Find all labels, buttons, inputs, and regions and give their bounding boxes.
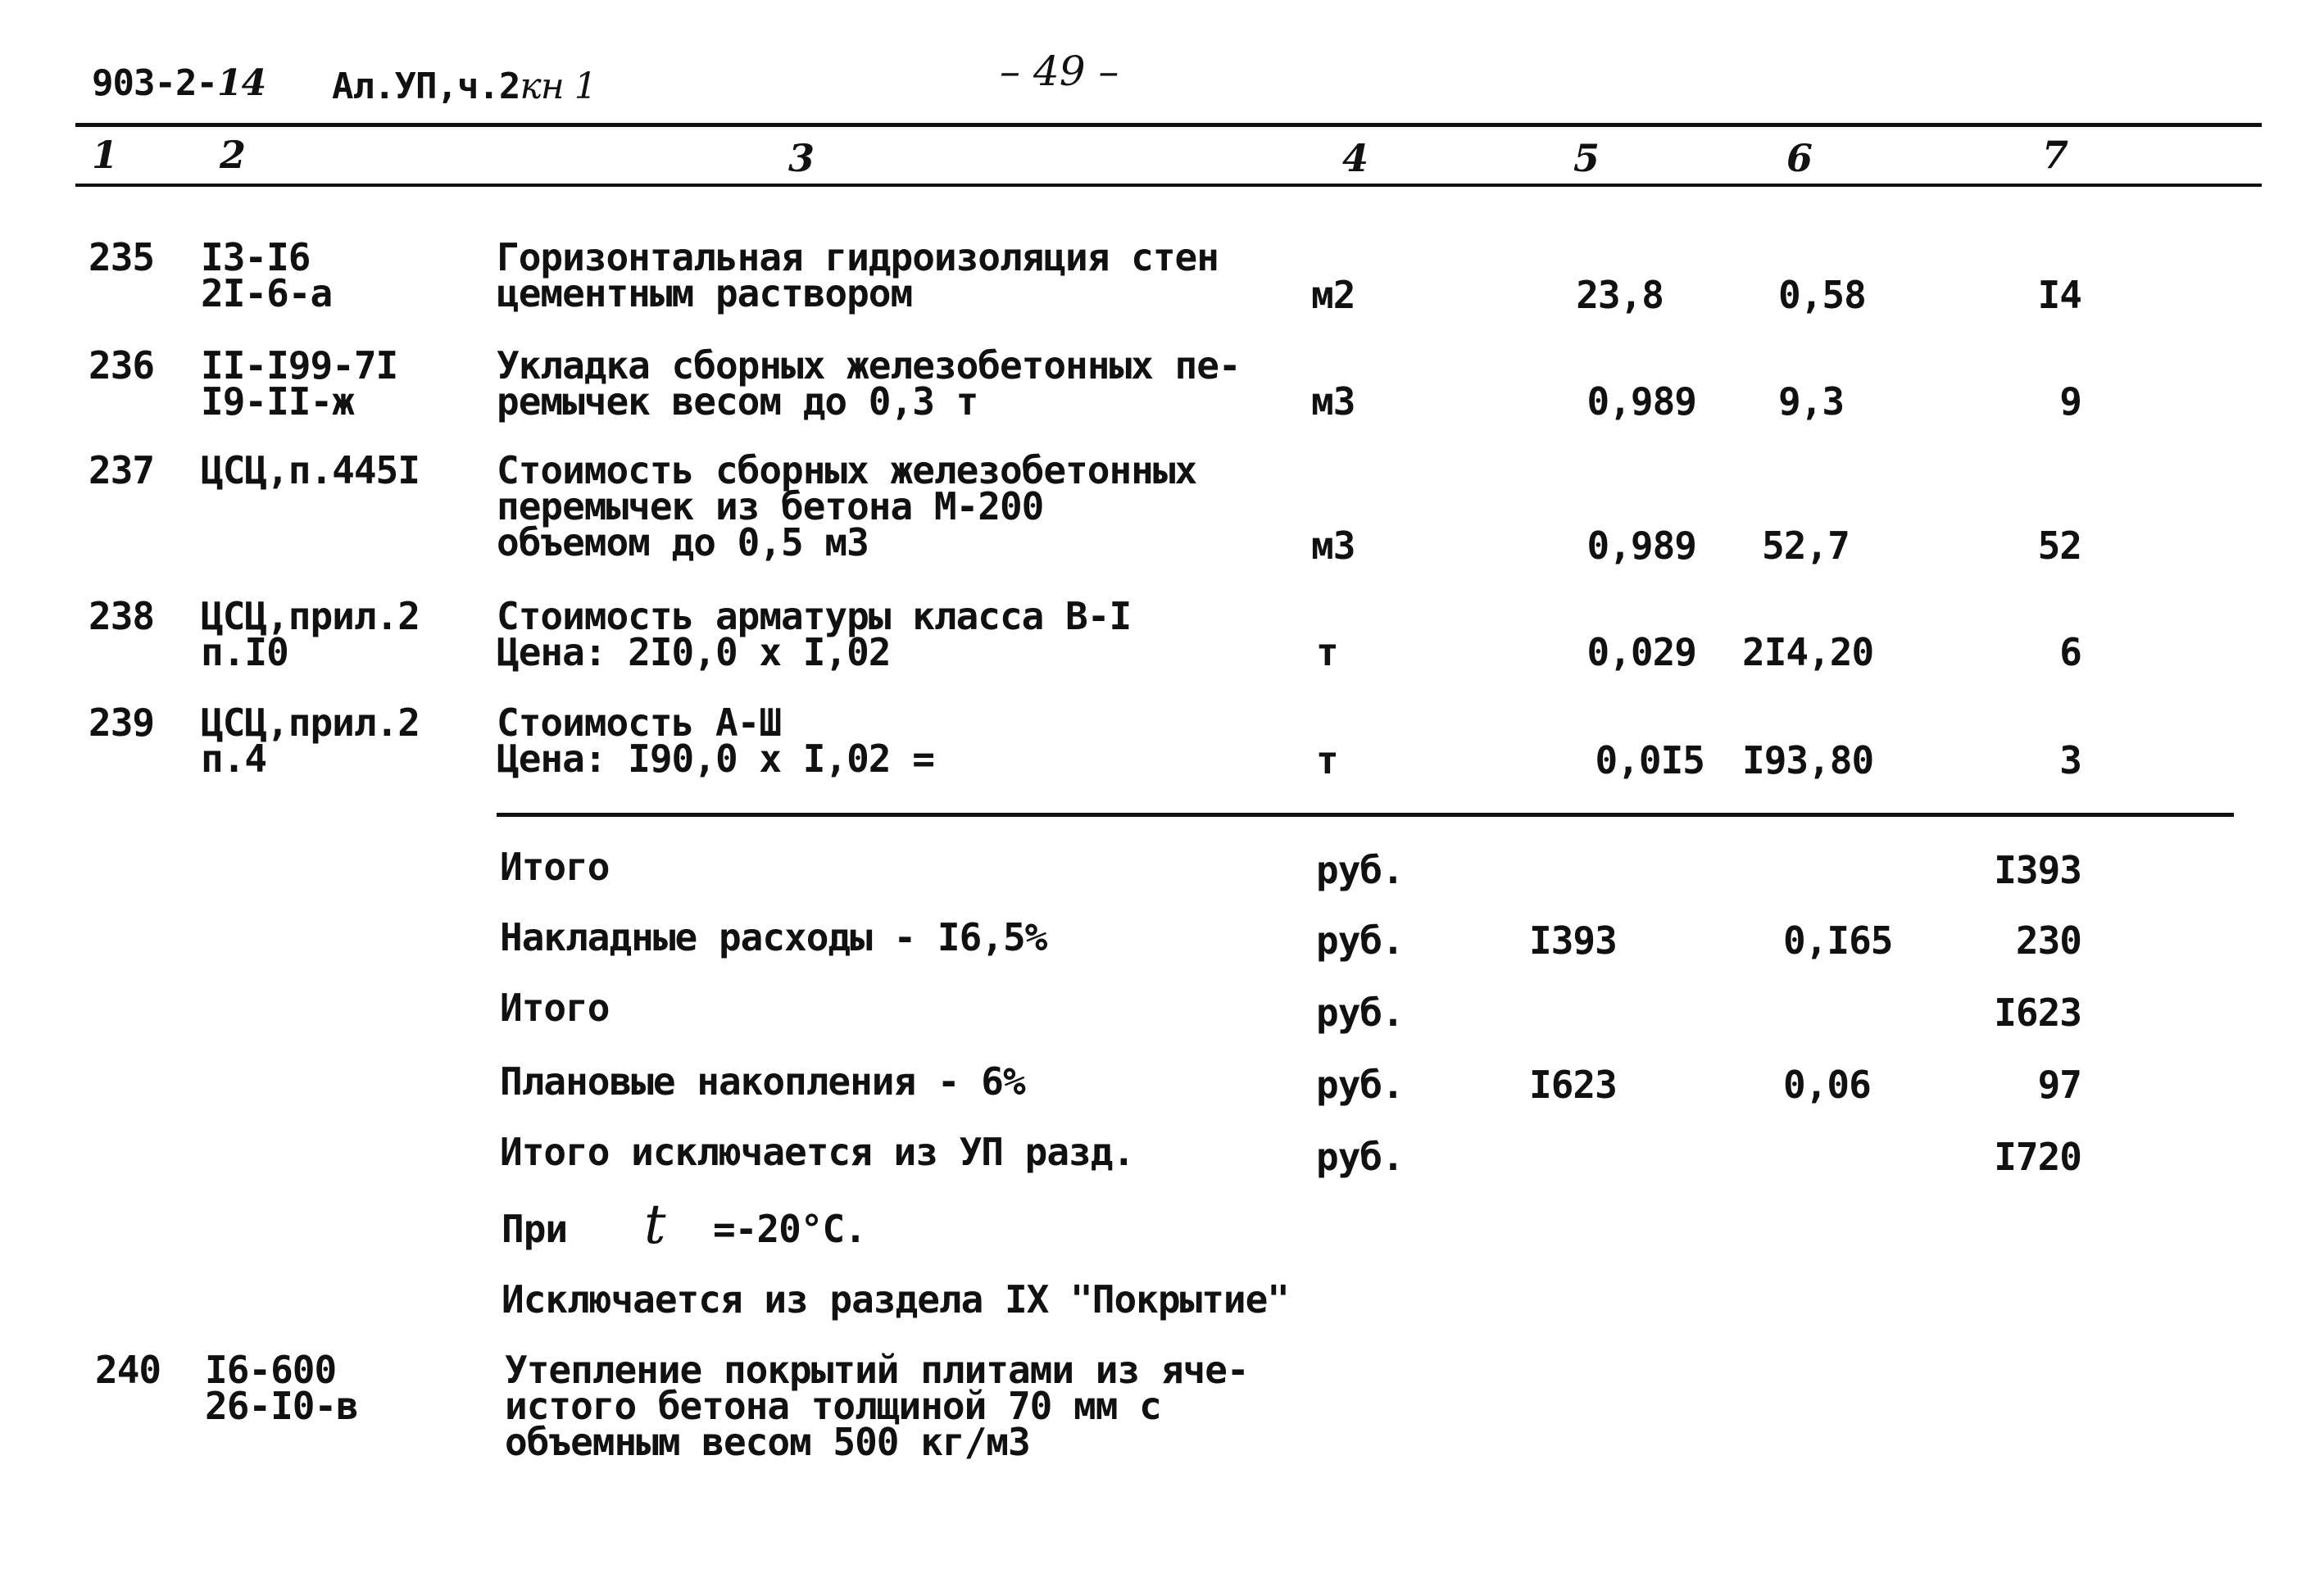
row-description [497, 448, 1197, 565]
description-line: Стоимость сборных железобетонных [497, 448, 1197, 492]
album-ref [332, 66, 597, 107]
code-line: I6-600 [205, 1348, 337, 1392]
row-total: 52 [2037, 524, 2081, 568]
row-description [497, 343, 1241, 424]
row-description [497, 594, 1132, 674]
column-header: 4 [1342, 136, 1369, 180]
description-line: Стоимость А-Ш [497, 701, 782, 745]
code-line: 2I-6-а [201, 271, 333, 315]
row-number: 236 [89, 343, 155, 388]
description-line: Укладка сборных железобетонных пе- [497, 343, 1241, 388]
column-header: 3 [788, 136, 815, 180]
description-line: Горизонтальная гидроизоляция стен [497, 235, 1219, 279]
summary-base: I393 [1529, 918, 1617, 963]
column-header: 6 [1786, 136, 1813, 180]
row-number: 237 [89, 448, 155, 492]
row-quantity: 23,8 [1576, 273, 1664, 317]
temperature-symbol: t [644, 1193, 666, 1256]
description-line: цементным раствором [497, 271, 913, 315]
summary-rate: 0,I65 [1783, 918, 1893, 963]
description-line: истого бетона толщиной 70 мм с [505, 1384, 1161, 1428]
summary-total: I623 [1994, 991, 2081, 1035]
code-line: I3-I6 [201, 235, 311, 279]
row-unit: т [1316, 738, 1338, 782]
summary-label: Плановые накопления - 6% [500, 1059, 1025, 1104]
code-line: I9-II-ж [201, 379, 354, 424]
summary-label: Итого [500, 986, 610, 1030]
summary-total: 97 [2037, 1063, 2081, 1107]
row-quantity: 0,029 [1586, 630, 1696, 674]
row-number: 240 [95, 1348, 161, 1392]
row-unit-price: 2I4,20 [1742, 630, 1874, 674]
row-unit: м3 [1311, 379, 1355, 424]
row-unit-price: 0,58 [1778, 273, 1866, 317]
row-unit: м3 [1311, 524, 1355, 568]
summary-total: I720 [1994, 1135, 2081, 1179]
code-line: ЦСЦ,п.445I [201, 448, 420, 492]
summary-label: Итого исключается из УП разд. [500, 1130, 1135, 1174]
row-code [201, 701, 420, 781]
summary-rule [497, 813, 2234, 817]
column-header: 7 [2042, 133, 2069, 177]
summary-rate: 0,06 [1783, 1063, 1871, 1107]
column-header: 5 [1573, 136, 1600, 180]
row-total: I4 [2037, 273, 2081, 317]
code-line: 26-I0-в [205, 1384, 358, 1428]
code-line: п.I0 [201, 630, 288, 674]
row-unit-price: 9,3 [1778, 379, 1845, 424]
row-description [505, 1348, 1249, 1464]
summary-unit: руб. [1316, 918, 1404, 963]
row-total: 6 [2059, 630, 2081, 674]
temperature-value: =-20°С. [713, 1207, 866, 1251]
description-line: ремычек весом до 0,3 т [497, 379, 978, 424]
summary-unit: руб. [1316, 848, 1404, 892]
summary-total: 230 [2015, 918, 2081, 963]
row-unit: т [1316, 630, 1338, 674]
code-line: ЦСЦ,прил.2 [201, 594, 420, 638]
row-code [201, 594, 420, 674]
row-code [201, 235, 333, 315]
description-line: перемычек из бетона М-200 [497, 484, 1044, 528]
row-unit: м2 [1311, 273, 1355, 317]
description-line: Утепление покрытий плитами из яче- [505, 1348, 1249, 1392]
row-unit-price: 52,7 [1762, 524, 1850, 568]
doc-code-typed: 903-2- [92, 62, 217, 104]
header-top-rule [75, 123, 2262, 127]
column-header: 2 [220, 133, 247, 177]
row-quantity: 0,989 [1586, 379, 1696, 424]
row-total: 9 [2059, 379, 2081, 424]
row-code [201, 448, 420, 492]
doc-code [92, 62, 266, 104]
row-description [497, 235, 1219, 315]
summary-label: Накладные расходы - I6,5% [500, 915, 1047, 959]
row-unit-price: I93,80 [1742, 738, 1874, 782]
doc-code-handwritten: 14 [216, 62, 266, 104]
summary-unit: руб. [1316, 1135, 1404, 1179]
row-code [205, 1348, 358, 1428]
summary-total: I393 [1994, 848, 2081, 892]
column-header: 1 [92, 133, 119, 177]
summary-unit: руб. [1316, 1063, 1404, 1107]
temperature-prefix: При [502, 1207, 568, 1251]
description-line: Цена: I90,0 х I,02 = [497, 737, 934, 781]
section-note: Исключается из раздела IX "Покрытие" [502, 1277, 1289, 1322]
code-line: п.4 [201, 737, 267, 781]
row-total: 3 [2059, 738, 2081, 782]
row-number: 238 [89, 594, 155, 638]
row-number: 239 [89, 701, 155, 745]
summary-label: Итого [500, 845, 610, 889]
page-number: – 49 – [1000, 48, 1119, 95]
row-code [201, 343, 398, 424]
row-quantity: 0,989 [1586, 524, 1696, 568]
row-description [497, 701, 934, 781]
description-line: объемным весом 500 кг/м3 [505, 1420, 1030, 1464]
description-line: Цена: 2I0,0 х I,02 [497, 630, 891, 674]
summary-base: I623 [1529, 1063, 1617, 1107]
album-typed: Ал.УП,ч.2 [332, 66, 520, 107]
summary-unit: руб. [1316, 991, 1404, 1035]
header-bottom-rule [75, 184, 2262, 187]
code-line: II-I99-7I [201, 343, 398, 388]
description-line: объемом до 0,5 м3 [497, 520, 869, 565]
code-line: ЦСЦ,прил.2 [201, 701, 420, 745]
description-line: Стоимость арматуры класса В-I [497, 594, 1132, 638]
album-handwritten: кн 1 [520, 66, 597, 107]
row-number: 235 [89, 235, 155, 279]
row-quantity: 0,0I5 [1595, 738, 1704, 782]
